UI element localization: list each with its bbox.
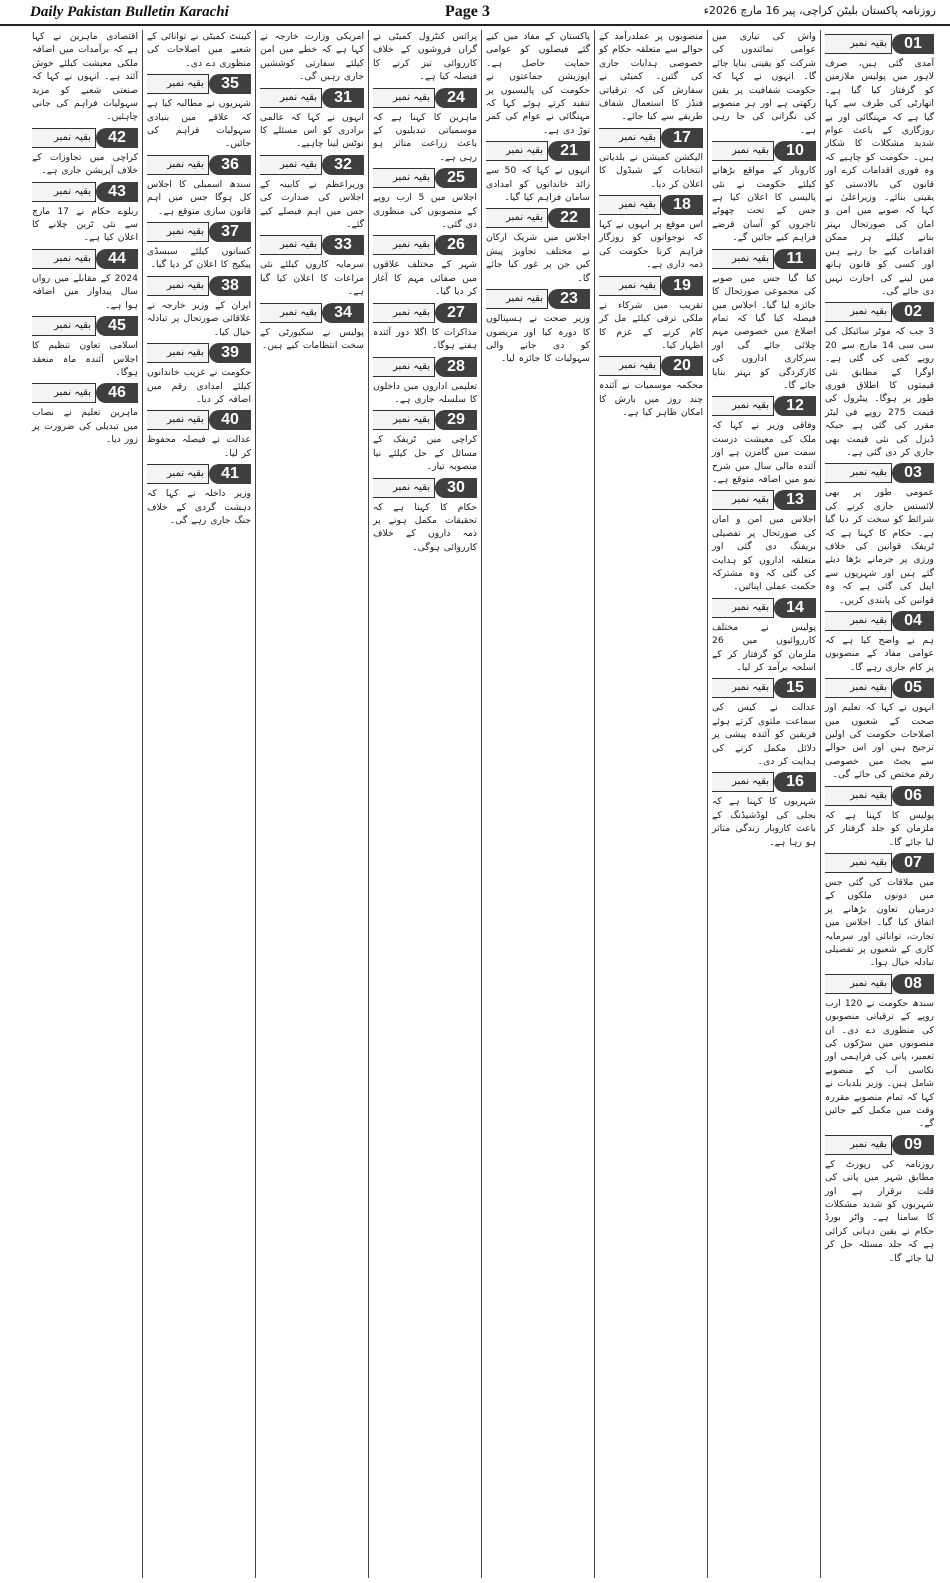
continued-badge (825, 678, 934, 698)
continued-number: 42 (96, 128, 138, 148)
continued-label: بقیہ نمبر (599, 276, 661, 296)
continued-badge (373, 168, 477, 188)
column-2 (707, 30, 820, 1578)
continued-badge (599, 276, 703, 296)
continued-label: بقیہ نمبر (373, 88, 435, 108)
news-item (825, 1135, 934, 1265)
continued-number: 46 (96, 383, 138, 403)
news-text: انہوں نے کہا کہ تعلیم اور صحت کے شعبوں میں اصلاحات حکومت کی اولین ترجیح ہیں اور اس حوالے سے بجٹ میں خصوصی رقم مختص کی جائے گی۔ (825, 702, 934, 781)
news-text: 3 جب کہ موٹر سائیکل کی سی سی 14 مارچ سے 20 روپے کمی کی گئی ہے۔ اوگرا کے مطابق نئی قیمتوں کا اطلاق فوری طور پر ہوگا۔ پیٹرول کی قیمت 275 روپے فی لیٹر مقرر کی گئی ہے جبکہ ڈیزل کی نئی قیمت بھی جاری کر دی گئی ہے۔ (825, 326, 934, 458)
continued-badge (32, 249, 138, 269)
column-5 (368, 30, 481, 1578)
continued-label: بقیہ نمبر (825, 853, 892, 873)
news-item (147, 222, 251, 272)
news-text: روزنامہ کی رپورٹ کے مطابق شہر میں پانی کی قلت برقرار ہے اور شہریوں کو شدید مشکلات کا سامنا ہے۔ واٹر بورڈ حکام نے یقین دہانی کرائی ہے کہ جلد مسئلہ حل کر لیا جائے گا۔ (825, 1158, 934, 1264)
news-item (712, 30, 816, 137)
continued-label: بقیہ نمبر (373, 357, 435, 377)
news-text: پولیس نے مختلف کارروائیوں میں 26 ملزمان کو گرفتار کر کے اسلحہ برآمد کر لیا۔ (712, 621, 816, 674)
news-item (712, 141, 816, 244)
news-text: مذاکرات کا اگلا دور آئندہ ہفتے ہوگا۔ (373, 326, 477, 352)
news-text: انہوں نے کہا کہ 50 سے زائد خاندانوں کو امدادی سامان فراہم کیا گیا۔ (486, 165, 590, 204)
continued-badge (712, 490, 816, 510)
continued-number: 10 (774, 141, 816, 161)
continued-number: 45 (96, 316, 138, 336)
continued-label: بقیہ نمبر (147, 74, 209, 94)
continued-badge (147, 222, 251, 242)
continued-label: بقیہ نمبر (373, 235, 435, 255)
continued-label: بقیہ نمبر (825, 302, 892, 322)
news-text: شہریوں نے مطالبہ کیا ہے کہ علاقے میں بنیادی سہولیات فراہم کی جائیں۔ (147, 98, 251, 150)
continued-number: 18 (661, 195, 703, 215)
news-text: حکومت نے غریب خاندانوں کیلئے امدادی رقم میں اضافہ کر دیا۔ (147, 367, 251, 405)
continued-badge (147, 155, 251, 175)
continued-number: 01 (892, 34, 934, 54)
continued-number: 31 (322, 88, 364, 108)
continued-label: بقیہ نمبر (32, 182, 96, 202)
continued-label: بقیہ نمبر (32, 249, 96, 269)
news-text: کراچی میں ٹریفک کے مسائل کے حل کیلئے نیا منصوبہ تیار۔ (373, 434, 477, 473)
news-item (599, 128, 703, 191)
continued-badge (147, 343, 251, 363)
news-item (825, 786, 934, 849)
news-item (825, 302, 934, 459)
column-4 (481, 30, 594, 1578)
continued-number: 15 (774, 678, 816, 698)
continued-label: بقیہ نمبر (373, 168, 435, 188)
continued-label: بقیہ نمبر (712, 249, 774, 269)
news-item (260, 155, 364, 232)
continued-badge (147, 464, 251, 484)
news-text: وزیر داخلہ نے کہا کہ دہشت گردی کے خلاف جنگ جاری رہے گی۔ (147, 488, 251, 526)
continued-badge (712, 396, 816, 416)
continued-label: بقیہ نمبر (712, 598, 774, 618)
continued-label: بقیہ نمبر (147, 222, 209, 242)
continued-number: 34 (322, 303, 364, 323)
news-text: تعلیمی اداروں میں داخلوں کا سلسلہ جاری ہے۔ (373, 380, 477, 405)
continued-badge (486, 289, 590, 309)
news-item (825, 974, 934, 1131)
continued-number: 26 (435, 235, 477, 255)
continued-badge (373, 303, 477, 323)
continued-label: بقیہ نمبر (486, 208, 548, 228)
continued-badge (373, 235, 477, 255)
news-item (260, 30, 364, 84)
continued-number: 33 (322, 235, 364, 255)
news-text: محکمہ موسمیات نے آئندہ چند روز میں بارش کا امکان ظاہر کیا ہے۔ (599, 380, 703, 419)
continued-label: بقیہ نمبر (32, 316, 96, 336)
continued-number: 38 (209, 276, 251, 296)
news-item (825, 611, 934, 674)
news-text: وزیراعظم نے کابینہ کے اجلاس کی صدارت کی جس میں اہم فیصلے کیے گئے۔ (260, 178, 364, 231)
continued-label: بقیہ نمبر (147, 343, 209, 363)
continued-badge (825, 974, 934, 994)
news-item (373, 410, 477, 473)
continued-label: بقیہ نمبر (260, 155, 322, 175)
continued-number: 35 (209, 74, 251, 94)
news-item (825, 463, 934, 607)
continued-badge (599, 128, 703, 148)
continued-number: 05 (892, 678, 934, 698)
news-text: کراچی میں تجاوزات کے خلاف آپریشن جاری ہے۔ (32, 151, 138, 177)
news-text: 2024 کے مقابلے میں رواں سال پیداوار میں اضافہ ہوا ہے۔ (32, 272, 138, 311)
continued-number: 22 (548, 208, 590, 228)
columns-grid (28, 30, 938, 1578)
news-item (599, 356, 703, 419)
continued-label: بقیہ نمبر (260, 303, 322, 323)
continued-number: 14 (774, 598, 816, 618)
continued-label: بقیہ نمبر (147, 155, 209, 175)
news-text: اجلاس میں 5 ارب روپے کے منصوبوں کی منظوری دی گئی۔ (373, 192, 477, 231)
continued-label: بقیہ نمبر (147, 276, 209, 296)
news-item (599, 195, 703, 272)
news-text: حکام کا کہنا ہے کہ تحقیقات مکمل ہونے پر ذمہ داروں کے خلاف کارروائی ہوگی۔ (373, 501, 477, 553)
news-item (147, 155, 251, 218)
news-item (486, 289, 590, 366)
news-item (147, 30, 251, 70)
news-text: امریکی وزارت خارجہ نے کہا ہے کہ خطے میں امن کیلئے سفارتی کوششیں جاری رہیں گی۔ (260, 31, 364, 83)
continued-label: بقیہ نمبر (712, 396, 774, 416)
news-text: کیبنٹ کمیٹی نے توانائی کے شعبے میں اصلاحات کی منظوری دے دی۔ (147, 31, 251, 69)
news-text: انہوں نے کہا کہ عالمی برادری کو اس مسئلے کا نوٹس لینا چاہیے۔ (260, 111, 364, 150)
news-item (373, 88, 477, 165)
continued-number: 19 (661, 276, 703, 296)
continued-label: بقیہ نمبر (32, 128, 96, 148)
continued-label: بقیہ نمبر (486, 141, 548, 161)
continued-number: 21 (548, 141, 590, 161)
continued-badge (32, 128, 138, 148)
continued-number: 12 (774, 396, 816, 416)
continued-badge (373, 410, 477, 430)
continued-label: بقیہ نمبر (260, 235, 322, 255)
continued-label: بقیہ نمبر (373, 303, 435, 323)
news-item (373, 30, 477, 84)
continued-badge (825, 1135, 934, 1155)
continued-number: 32 (322, 155, 364, 175)
news-item (712, 490, 816, 593)
column-3 (594, 30, 707, 1578)
news-text: منصوبوں پر عملدرآمد کے حوالے سے متعلقہ حکام کو خصوصی ہدایات جاری کی گئیں۔ کمیٹی نے سفارش کی کہ ترقیاتی فنڈز کا استعمال شفاف طریقے سے کیا جائے۔ (599, 31, 703, 123)
continued-number: 39 (209, 343, 251, 363)
continued-label: بقیہ نمبر (260, 88, 322, 108)
continued-badge (825, 611, 934, 631)
continued-label: بقیہ نمبر (712, 141, 774, 161)
continued-label: بقیہ نمبر (712, 772, 774, 792)
continued-badge (825, 463, 934, 483)
continued-label: بقیہ نمبر (825, 34, 892, 54)
continued-badge (486, 208, 590, 228)
continued-number: 02 (892, 302, 934, 322)
news-text: اجلاس میں امن و امان کی صورتحال پر تفصیلی بریفنگ دی گئی اور متعلقہ اداروں کو ہدایت کی گئی کہ وہ مشترکہ حکمت عملی اپنائیں۔ (712, 514, 816, 593)
continued-label: بقیہ نمبر (825, 463, 892, 483)
news-item (599, 30, 703, 124)
continued-label: بقیہ نمبر (825, 678, 892, 698)
news-item (486, 30, 590, 137)
continued-badge (373, 357, 477, 377)
continued-badge (373, 88, 477, 108)
continued-number: 43 (96, 182, 138, 202)
continued-number: 29 (435, 410, 477, 430)
news-item (825, 853, 934, 970)
continued-badge (260, 303, 364, 323)
news-item (32, 128, 138, 178)
continued-number: 17 (661, 128, 703, 148)
news-text: الیکشن کمیشن نے بلدیاتی انتخابات کے شیڈول کا اعلان کر دیا۔ (599, 151, 703, 190)
continued-label: بقیہ نمبر (599, 356, 661, 376)
continued-label: بقیہ نمبر (147, 464, 209, 484)
continued-badge (599, 195, 703, 215)
news-item (486, 141, 590, 204)
column-1 (820, 30, 938, 1578)
newspaper-english-title: Daily Pakistan Bulletin Karachi (30, 4, 229, 20)
column-7 (142, 30, 255, 1578)
continued-badge (486, 141, 590, 161)
news-item (373, 235, 477, 298)
news-item (825, 34, 934, 298)
news-text: میں ملاقات کی گئی جس میں دونوں ملکوں کے درمیان تعاون بڑھانے پر اتفاق کیا گیا۔ اجلاس میں تجارت، توانائی اور سرمایہ کاری کے شعبوں پر تفصیلی تبادلہ خیال ہوا۔ (825, 876, 934, 969)
news-text: سندھ حکومت نے 120 ارب روپے کے ترقیاتی منصوبوں کی منظوری دے دی۔ ان منصوبوں میں سڑکوں کی تعمیر، پانی کی فراہمی اور نکاسی آب کے منصوبے شامل ہیں۔ وزیر بلدیات نے کہا کہ تمام منصوبے مقررہ وقت میں مکمل کیے جائیں گے۔ (825, 997, 935, 1130)
news-text: تقریب میں شرکاء نے ملکی ترقی کیلئے مل کر کام کرنے کے عزم کا اظہار کیا۔ (599, 299, 703, 351)
news-item (373, 303, 477, 353)
news-item (712, 249, 816, 393)
news-item (32, 249, 138, 312)
news-item (599, 276, 703, 353)
news-text: کسانوں کیلئے سبسڈی پیکیج کا اعلان کر دیا گیا۔ (147, 246, 251, 271)
continued-badge (373, 478, 477, 498)
continued-badge (599, 356, 703, 376)
news-text: سرمایہ کاروں کیلئے نئی مراعات کا اعلان کیا گیا ہے۔ (260, 259, 364, 298)
continued-number: 28 (435, 357, 477, 377)
newspaper-urdu-title: روزنامہ پاکستان بلیٹن کراچی، پیر 16 مارچ 2026ء (703, 4, 936, 17)
continued-label: بقیہ نمبر (599, 195, 661, 215)
continued-number: 27 (435, 303, 477, 323)
news-text: عدالت نے فیصلہ محفوظ کر لیا۔ (147, 434, 251, 459)
continued-number: 09 (892, 1135, 934, 1155)
column-8 (28, 30, 142, 1578)
continued-number: 11 (774, 249, 816, 269)
news-text: کیا گیا جس میں صوبے کی مجموعی صورتحال کا جائزہ لیا گیا۔ اجلاس میں فیصلہ کیا گیا کہ تمام اضلاع میں خصوصی مہم چلائی جائے گی اور سرکاری اداروں کی کارکردگی کو بہتر بنایا جائے گا۔ (712, 272, 816, 391)
continued-number: 25 (435, 168, 477, 188)
continued-number: 16 (774, 772, 816, 792)
news-item (147, 343, 251, 406)
news-item (32, 182, 138, 245)
continued-badge (260, 235, 364, 255)
news-text: پولیس نے سکیورٹی کے سخت انتظامات کیے ہیں۔ (260, 326, 364, 352)
continued-badge (712, 249, 816, 269)
news-text: آمدی گئی ہیں، صرف لاہور میں پولیس ملازمین کو گرفتار کیا گیا ہے۔ اتھارٹی کی طرف سے کہا گیا ہے کہ مہنگائی اور بے روزگاری کے باعث عوام شدید مشکلات کا شکار ہیں۔ حکومت کو چاہیے کہ وہ فوری اقدامات کرے اور قانون کی بالادستی کو یقینی بنائے۔ وزیراعلیٰ نے کہا کہ صوبے میں امن و امان کی صورتحال بہتر بنانے کیلئے ہر ممکن اقدامات کیے جا رہے ہیں اور کسی کو قانون ہاتھ میں لینے کی اجازت نہیں دی جائے گی۔ (825, 58, 934, 297)
news-text: وزیر صحت نے ہسپتالوں کا دورہ کیا اور مریضوں کو دی جانے والی سہولیات کا جائزہ لیا۔ (486, 313, 590, 365)
news-text: شہر کے مختلف علاقوں میں صفائی مہم کا آغاز کر دیا گیا۔ (373, 259, 477, 298)
news-text: شہریوں کا کہنا ہے کہ بجلی کی لوڈشیڈنگ کے باعث کاروبار زندگی متاثر ہو رہا ہے۔ (712, 796, 816, 848)
news-item (260, 303, 364, 353)
news-item (32, 316, 138, 379)
news-item (32, 30, 138, 124)
news-text: پاکستان کے مفاد میں کیے گئے فیصلوں کو عوامی حمایت حاصل ہے۔ اپوزیشن جماعتوں نے حکومت کی پالیسیوں پر تنقید کرتے ہوئے کہا کہ مہنگائی نے عوام کی کمر توڑ دی ہے۔ (486, 31, 590, 136)
continued-number: 06 (892, 786, 934, 806)
news-text: اجلاس میں شریک ارکان نے مختلف تجاویز پیش کیں جن پر غور کیا جائے گا۔ (486, 232, 590, 284)
news-item (147, 74, 251, 151)
news-text: ماہرین تعلیم نے نصاب میں تبدیلی کی ضرورت پر زور دیا۔ (32, 407, 138, 446)
continued-label: بقیہ نمبر (32, 383, 96, 403)
continued-number: 44 (96, 249, 138, 269)
continued-badge (260, 88, 364, 108)
continued-label: بقیہ نمبر (599, 128, 661, 148)
news-text: ہم نے واضح کیا ہے کہ عوامی مفاد کے منصوبوں پر کام جاری رہے گا۔ (825, 635, 934, 673)
continued-number: 36 (209, 155, 251, 175)
continued-number: 04 (892, 611, 934, 631)
continued-badge (825, 302, 934, 322)
continued-label: بقیہ نمبر (825, 786, 892, 806)
continued-label: بقیہ نمبر (825, 611, 892, 631)
continued-label: بقیہ نمبر (373, 410, 435, 430)
continued-badge (147, 74, 251, 94)
news-text: اقتصادی ماہرین نے کہا ہے کہ برآمدات میں اضافہ ملکی معیشت کیلئے خوش آئند ہے۔ انہوں نے کہا کہ صنعتی شعبے کو مزید سہولیات فراہم کی جانی چاہئیں۔ (32, 31, 138, 123)
masthead (0, 0, 950, 26)
continued-number: 03 (892, 463, 934, 483)
continued-number: 30 (435, 478, 477, 498)
continued-label: بقیہ نمبر (373, 478, 435, 498)
news-item (712, 598, 816, 675)
news-text: کاروبار کے مواقع بڑھانے کیلئے حکومت نے نئی پالیسی کا اعلان کیا ہے جس کے تحت چھوٹے تاجروں کو آسان قرضے فراہم کیے جائیں گے۔ (712, 165, 816, 244)
news-item (32, 383, 138, 446)
continued-badge (825, 853, 934, 873)
news-item (373, 357, 477, 407)
continued-badge (147, 410, 251, 430)
news-text: ماہرین کا کہنا ہے کہ موسمیاتی تبدیلیوں کے باعث زراعت متاثر ہو رہی ہے۔ (373, 111, 477, 163)
news-text: ریلوے حکام نے 17 مارچ سے نئی ٹرین چلانے کا اعلان کیا ہے۔ (32, 205, 139, 244)
continued-number: 08 (892, 974, 934, 994)
continued-number: 23 (548, 289, 590, 309)
news-item (147, 410, 251, 460)
news-text: ایران کے وزیر خارجہ نے علاقائی صورتحال پر تبادلہ خیال کیا۔ (147, 299, 251, 338)
news-item (712, 772, 816, 849)
continued-badge (825, 786, 934, 806)
news-item (373, 478, 477, 555)
continued-number: 13 (774, 490, 816, 510)
continued-number: 07 (892, 853, 934, 873)
continued-label: بقیہ نمبر (712, 490, 774, 510)
news-item (260, 88, 364, 151)
news-item (712, 396, 816, 486)
news-text: اسلامی تعاون تنظیم کا اجلاس آئندہ ماہ منعقد ہوگا۔ (32, 340, 138, 378)
news-item (260, 235, 364, 298)
continued-badge (712, 598, 816, 618)
continued-badge (32, 182, 138, 202)
continued-label: بقیہ نمبر (147, 410, 209, 430)
column-6 (255, 30, 368, 1578)
news-text: عدالت نے کیس کی سماعت ملتوی کرتے ہوئے فریقین کو آئندہ پیشی پر دلائل مکمل کرنے کی ہدایت کر دی۔ (712, 702, 816, 768)
news-text: پرائس کنٹرول کمیٹی نے گراں فروشوں کے خلاف کارروائی تیز کرنے کا فیصلہ کیا ہے۔ (373, 31, 477, 83)
continued-badge (712, 678, 816, 698)
continued-number: 20 (661, 356, 703, 376)
continued-badge (712, 772, 816, 792)
continued-badge (260, 155, 364, 175)
continued-label: بقیہ نمبر (712, 678, 774, 698)
news-item (712, 678, 816, 768)
continued-badge (712, 141, 816, 161)
continued-badge (32, 383, 138, 403)
continued-number: 41 (209, 464, 251, 484)
news-item (147, 276, 251, 339)
news-item (486, 208, 590, 285)
continued-badge (32, 316, 138, 336)
continued-badge (147, 276, 251, 296)
continued-number: 24 (435, 88, 477, 108)
continued-label: بقیہ نمبر (825, 1135, 892, 1155)
news-text: اس موقع پر انہوں نے کہا کہ نوجوانوں کو روزگار فراہم کرنا حکومت کی ذمہ داری ہے۔ (599, 219, 703, 271)
continued-number: 40 (209, 410, 251, 430)
news-text: واش کی تیاری میں عوامی نمائندوں کی شرکت کو یقینی بنایا جائے گا۔ انہوں نے کہا کہ حکومت شفافیت پر یقین رکھتی ہے اور ہر منصوبے کی نگرانی کی جا رہی ہے۔ (712, 31, 816, 136)
page-number: Page 3 (445, 3, 490, 20)
continued-label: بقیہ نمبر (825, 974, 892, 994)
news-text: عمومی طور پر بھی لائسنس جاری کرنے کی شرائط کو سخت کر دیا گیا ہے۔ حکام کا کہنا ہے کہ ٹریفک قوانین کی خلاف ورزی پر جرمانے بڑھا دیئے گئے ہیں اور شہریوں سے اپیل کی گئی ہے کہ وہ قوانین کی پابندی کریں۔ (825, 487, 934, 606)
news-text: پولیس کا کہنا ہے کہ ملزمان کو جلد گرفتار کر لیا جائے گا۔ (825, 809, 934, 848)
news-item (373, 168, 477, 231)
news-text: وفاقی وزیر نے کہا کہ ملک کی معیشت درست سمت میں گامزن ہے اور آئندہ مالی سال میں شرح نمو میں اضافہ متوقع ہے۔ (712, 420, 816, 485)
news-item (147, 464, 251, 527)
news-text: سندھ اسمبلی کا اجلاس کل ہوگا جس میں اہم قانون سازی متوقع ہے۔ (147, 178, 251, 217)
news-item (825, 678, 934, 781)
continued-badge (825, 34, 934, 54)
continued-label: بقیہ نمبر (486, 289, 548, 309)
continued-number: 37 (209, 222, 251, 242)
